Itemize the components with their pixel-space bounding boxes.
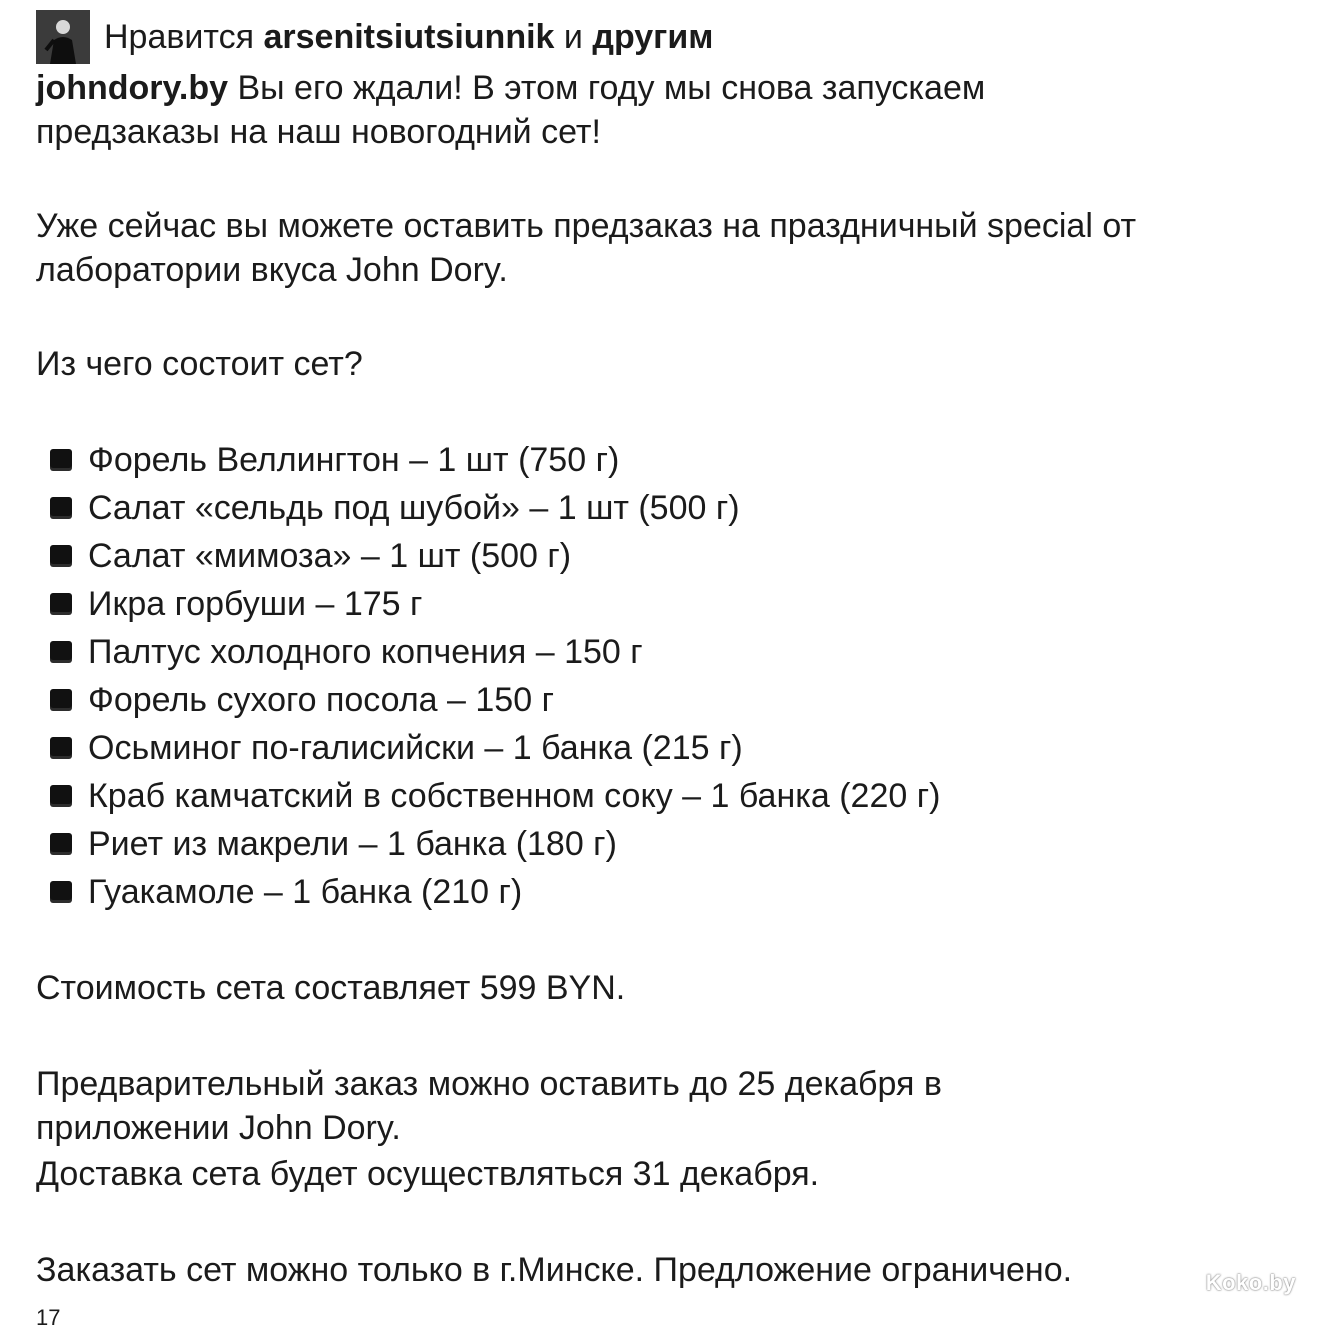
black-square-icon	[50, 449, 72, 471]
liker-username-link[interactable]: arsenitsiutsiunnik	[263, 18, 555, 56]
list-item	[50, 436, 619, 484]
caption-text: Уже сейчас вы можете оставить предзаказ на праздничный special от	[36, 207, 1137, 245]
list-item-text: Форель сухого посола – 150 г	[88, 681, 554, 719]
watermark-logo: Koko.by	[1205, 1270, 1296, 1295]
cut-off-text: 17	[36, 1305, 61, 1330]
list-item-text: Палтус холодного копчения – 150 г	[88, 633, 643, 671]
caption-text: приложении John Dory.	[36, 1109, 401, 1147]
black-square-icon	[50, 497, 72, 519]
black-square-icon	[50, 737, 72, 759]
author-username-link[interactable]: johndory.by	[36, 69, 229, 107]
caption-first-line	[36, 66, 985, 110]
caption-text: Предварительный заказ можно оставить до 25 декабря в	[36, 1065, 942, 1103]
list-item	[50, 772, 940, 820]
likes-row	[36, 12, 713, 62]
list-item-text: Краб камчатский в собственном соку – 1 банка (220 г)	[88, 777, 941, 815]
list-item	[50, 532, 571, 580]
caption-question: Из чего состоит сет?	[36, 345, 363, 383]
black-square-icon	[50, 593, 72, 615]
list-item-text: Риет из макрели – 1 банка (180 г)	[88, 825, 617, 863]
list-item	[50, 580, 422, 628]
list-item-text: Салат «мимоза» – 1 шт (500 г)	[88, 537, 572, 575]
black-square-icon	[50, 689, 72, 711]
caption-text: предзаказы на наш новогодний сет!	[36, 113, 601, 151]
delivery-text: Доставка сета будет осуществляться 31 декабря.	[36, 1155, 820, 1193]
likes-conjunction: и	[563, 18, 583, 56]
likes-others-link[interactable]: другим	[592, 18, 714, 56]
black-square-icon	[50, 881, 72, 903]
list-item-text: Салат «сельдь под шубой» – 1 шт (500 г)	[88, 489, 740, 527]
black-square-icon	[50, 641, 72, 663]
list-item-text: Икра горбуши – 175 г	[88, 585, 423, 623]
list-item	[50, 628, 643, 676]
black-square-icon	[50, 833, 72, 855]
caption-text: Заказать сет можно только в г.Минске. Предложение ограничено.	[36, 1251, 1073, 1289]
list-item-text: Форель Веллингтон – 1 шт (750 г)	[88, 441, 620, 479]
list-item	[50, 724, 743, 772]
list-item	[50, 820, 617, 868]
list-item-text: Осьминог по-галисийски – 1 банка (215 г)	[88, 729, 743, 767]
likes-prefix: Нравится	[104, 18, 255, 56]
list-item-text: Гуакамоле – 1 банка (210 г)	[88, 873, 523, 911]
avatar[interactable]	[36, 10, 90, 64]
person-avatar-icon	[36, 10, 90, 64]
list-item	[50, 484, 740, 532]
black-square-icon	[50, 785, 72, 807]
black-square-icon	[50, 545, 72, 567]
caption-text: Вы его ждали! В этом году мы снова запускаем	[237, 69, 986, 107]
caption-text: лаборатории вкуса John Dory.	[36, 251, 508, 289]
list-item	[50, 868, 522, 916]
price-text: Стоимость сета составляет 599 BYN.	[36, 969, 626, 1007]
list-item	[50, 676, 554, 724]
